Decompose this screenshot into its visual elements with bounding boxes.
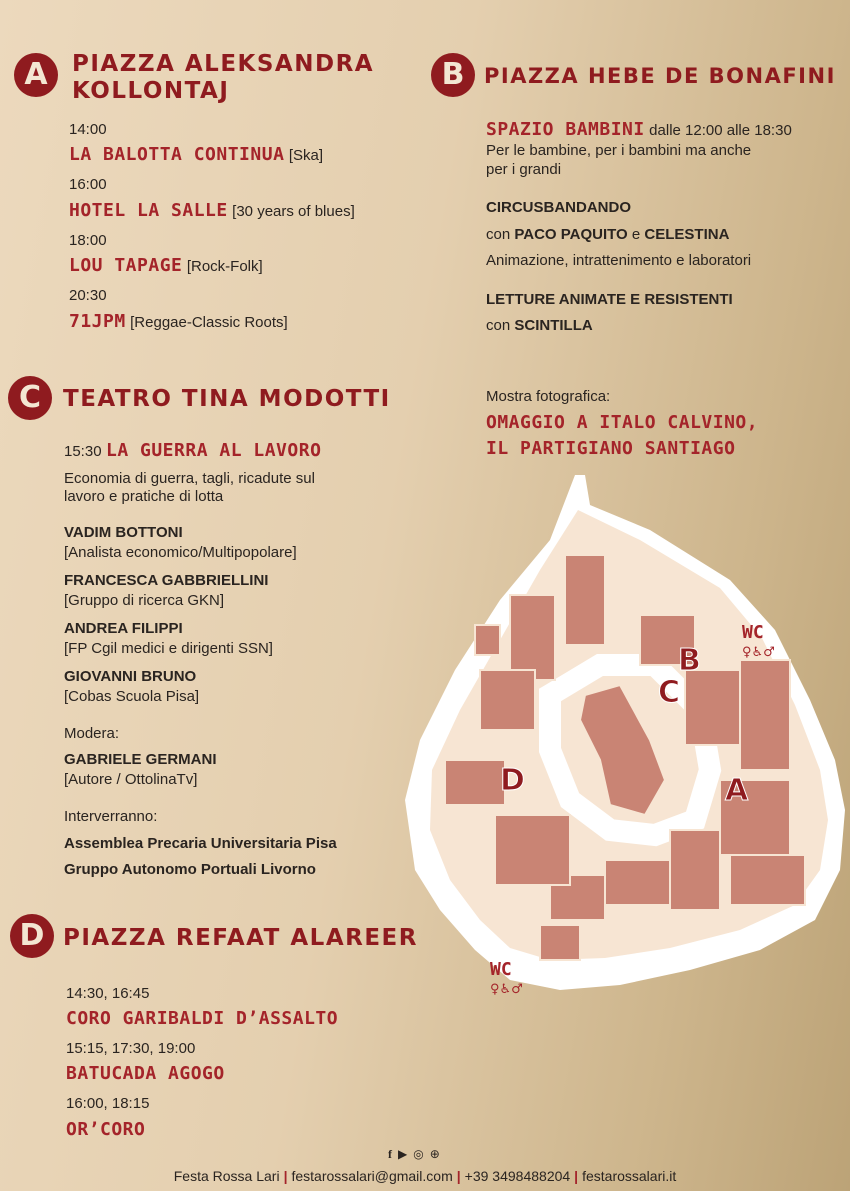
spazio-row: [486, 119, 792, 140]
map-building: [740, 660, 790, 770]
map-building: [670, 830, 720, 910]
circus-con: con: [486, 226, 511, 243]
speaker-name: ANDREA FILIPPI: [64, 620, 183, 637]
badge-b: B: [431, 53, 475, 97]
section-a-title-line1: PIAZZA ALEKSANDRA: [72, 51, 375, 77]
map-building: [510, 595, 555, 680]
letture-name: SCINTILLA: [514, 317, 593, 334]
section-b-title: PIAZZA HEBE DE BONAFINI: [484, 64, 836, 88]
speaker-role: [FP Cgil medici e dirigenti SSN]: [64, 640, 273, 657]
circus-performer: CELESTINA: [644, 226, 730, 243]
talk-time: 15:30: [64, 443, 102, 460]
map-building: [730, 855, 805, 905]
circus-title: CIRCUSBANDANDO: [486, 199, 631, 216]
moderator-role: [Autore / OttolinaTv]: [64, 771, 198, 788]
map-building: [605, 860, 670, 905]
event-name: BATUCADA AGOGO: [66, 1063, 225, 1084]
footer-separator: |: [283, 1168, 288, 1184]
spazio-desc: Per le bambine, per i bambini ma anche: [486, 142, 752, 159]
map-building: [685, 670, 745, 745]
social-icons: [388, 1147, 440, 1162]
section-a-title: [72, 51, 374, 105]
web-icon[interactable]: ⊕: [429, 1147, 440, 1161]
circus-desc: Animazione, intrattenimento e laboratori: [486, 252, 752, 269]
circus-row: [486, 226, 729, 244]
circus-and: e: [631, 226, 641, 243]
event-time: 15:15, 17:30, 19:00: [66, 1040, 196, 1057]
event-row: [69, 144, 323, 165]
moderator-label: Modera:: [64, 725, 120, 742]
badge-c: C: [8, 376, 52, 420]
map-building: [480, 670, 535, 730]
facebook-icon[interactable]: f: [388, 1147, 392, 1161]
talk-desc: lavoro e pratiche di lotta: [64, 488, 224, 505]
event-time: 14:00: [69, 121, 107, 138]
event-row: [69, 200, 355, 221]
letture-con: con: [486, 317, 511, 334]
map-label-c: C: [658, 675, 681, 710]
footer-contacts: [0, 1168, 850, 1184]
badge-d: D: [10, 914, 54, 958]
letture-title: LETTURE ANIMATE E RESISTENTI: [486, 291, 733, 308]
interventions-label: Interverranno:: [64, 808, 158, 825]
section-c-title: TEATRO TINA MODOTTI: [63, 386, 391, 412]
wc-label: WC: [490, 959, 512, 980]
event-row: [69, 311, 288, 332]
speaker-name: VADIM BOTTONI: [64, 524, 183, 541]
event-name: LOU TAPAGE: [69, 255, 183, 276]
event-name: CORO GARIBALDI D’ASSALTO: [66, 1008, 339, 1029]
speaker-role: [Cobas Scuola Pisa]: [64, 688, 200, 705]
instagram-icon[interactable]: ◎: [413, 1147, 424, 1161]
event-time: 18:00: [69, 232, 107, 249]
map-label-b: B: [678, 643, 701, 678]
footer-separator: |: [456, 1168, 461, 1184]
footer-separator: |: [574, 1168, 579, 1184]
footer-phone[interactable]: +39 3498488204: [464, 1168, 571, 1184]
footer-email[interactable]: festarossalari@gmail.com: [291, 1168, 453, 1184]
event-time: 20:30: [69, 287, 107, 304]
map-label-a: A: [725, 773, 749, 808]
talk-title: LA GUERRA AL LAVORO: [106, 440, 322, 461]
event-name: HOTEL LA SALLE: [69, 200, 228, 221]
event-time: 16:00: [69, 176, 107, 193]
speaker-name: FRANCESCA GABBRIELLINI: [64, 572, 269, 589]
event-genre: [Ska]: [288, 147, 324, 164]
spazio-desc: per i grandi: [486, 161, 562, 178]
moderator-name: GABRIELE GERMANI: [64, 751, 217, 768]
spazio-time: dalle 12:00 alle 18:30: [649, 122, 792, 139]
map-building: [495, 815, 570, 885]
badge-a: A: [14, 53, 58, 97]
event-genre: [Reggae-Classic Roots]: [130, 314, 288, 331]
talk-desc: Economia di guerra, tagli, ricadute sul: [64, 470, 315, 487]
circus-performer: PACO PAQUITO: [514, 226, 628, 243]
spazio-name: SPAZIO BAMBINI: [486, 119, 645, 140]
event-name: 71JPM: [69, 311, 126, 332]
event-row: [69, 255, 263, 276]
wc-icons: ♀♿♂: [742, 645, 775, 660]
letture-row: [486, 317, 593, 335]
event-name: OR’CORO: [66, 1119, 146, 1140]
mostra-label: Mostra fotografica:: [486, 388, 611, 405]
wc-icons: ♀♿♂: [490, 982, 523, 997]
event-time: 14:30, 16:45: [66, 985, 150, 1002]
map-building: [475, 625, 500, 655]
town-map: [400, 470, 850, 1000]
footer-org: Festa Rossa Lari: [173, 1168, 280, 1184]
talk-row: [64, 440, 321, 461]
intervention-item: Gruppo Autonomo Portuali Livorno: [64, 861, 316, 878]
mostra-title: OMAGGIO A ITALO CALVINO,: [486, 412, 759, 433]
map-building: [565, 555, 605, 645]
event-genre: [30 years of blues]: [232, 203, 355, 220]
map-building: [445, 760, 505, 805]
mostra-title: IL PARTIGIANO SANTIAGO: [486, 438, 736, 459]
intervention-item: Assemblea Precaria Universitaria Pisa: [64, 835, 337, 852]
speaker-role: [Gruppo di ricerca GKN]: [64, 592, 225, 609]
youtube-icon[interactable]: ▶: [398, 1147, 408, 1161]
event-genre: [Rock-Folk]: [186, 258, 263, 275]
map-building: [540, 925, 580, 960]
section-a-title-line2: KOLLONTAJ: [72, 78, 230, 104]
section-d-title: PIAZZA REFAAT ALAREER: [63, 925, 418, 951]
speaker-name: GIOVANNI BRUNO: [64, 668, 197, 685]
map-label-d: D: [500, 763, 525, 798]
event-name: LA BALOTTA CONTINUA: [69, 144, 285, 165]
event-time: 16:00, 18:15: [66, 1095, 150, 1112]
wc-label: WC: [742, 622, 764, 643]
speaker-role: [Analista economico/Multipopolare]: [64, 544, 297, 561]
footer-site[interactable]: festarossalari.it: [582, 1168, 677, 1184]
